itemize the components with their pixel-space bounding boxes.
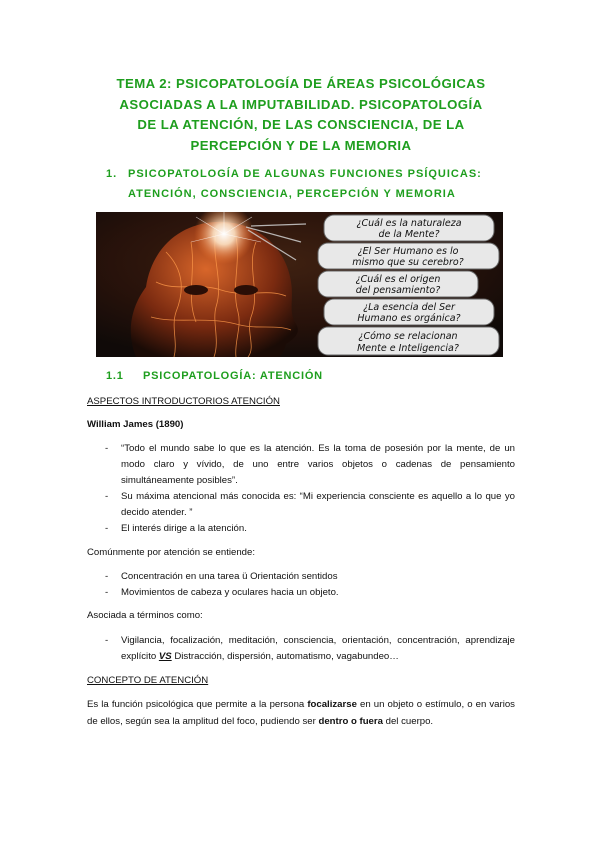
- william-james-label: William James (1890): [87, 419, 184, 430]
- aspectos-heading: ASPECTOS INTRODUCTORIOS ATENCIÓN: [87, 396, 280, 407]
- dash-bullet: -: [105, 523, 109, 534]
- list-item: [87, 585, 515, 601]
- bubble-2-line1: ¿El Ser Humano es lo: [357, 246, 459, 257]
- james-list: [87, 441, 515, 537]
- bubble-5-line2: Mente e Inteligencia?: [357, 343, 459, 354]
- bubble-4-line2: Humano es orgánica?: [357, 313, 461, 324]
- bubble-1-line1: ¿Cuál es la naturaleza: [356, 218, 462, 229]
- paragraph-text: en un objeto o estímulo, o en varios de ellos, según sea la amplitud del foco, pudiendo ser: [87, 699, 515, 727]
- illustration-svg: [96, 212, 503, 357]
- bubble-5-line1: ¿Cómo se relacionan: [358, 331, 458, 342]
- title-line: DE LA ATENCIÓN, DE LAS CONSCIENCIA, DE LA: [137, 117, 465, 132]
- document-title: [70, 74, 532, 156]
- concepto-heading: CONCEPTO DE ATENCIÓN: [87, 675, 209, 686]
- dash-bullet: -: [105, 443, 109, 454]
- section-1-heading: [106, 164, 482, 204]
- section-title-line2: ATENCIÓN, CONSCIENCIA, PERCEPCIÓN Y MEMORIA: [128, 188, 456, 200]
- terminos-list: [87, 633, 515, 665]
- dash-bullet: -: [105, 635, 109, 646]
- list-item-text: El interés dirige a la atención.: [121, 523, 247, 534]
- list-item-text: “Todo el mundo sabe lo que es la atención. Es la toma de posesión por la mente, de un modo claro y vívido, de uno entre varios objetos o cadenas de pensamiento simultáneamente posibles”.: [121, 443, 515, 486]
- paragraph-bold: dentro o fuera: [318, 715, 383, 727]
- vs-label: VS: [158, 651, 172, 662]
- list-item: [87, 633, 515, 665]
- subsection-title: PSICOPATOLOGÍA: ATENCIÓN: [143, 370, 323, 382]
- paragraph-text: del cuerpo.: [382, 715, 434, 727]
- bubble-2-line2: mismo que su cerebro?: [352, 257, 464, 268]
- asociada-text: Asociada a términos como:: [87, 610, 203, 621]
- section-1-1-heading: [106, 370, 323, 382]
- section-number: 1.: [106, 168, 118, 180]
- dash-bullet: -: [105, 587, 109, 598]
- dash-bullet: -: [105, 571, 109, 582]
- dash-bullet: -: [105, 491, 109, 502]
- mind-questions-illustration: [96, 212, 503, 357]
- list-item-text: Concentración en una tarea ü Orientación sentidos: [121, 571, 338, 582]
- section-title-line1: PSICOPATOLOGÍA DE ALGUNAS FUNCIONES PSÍQUICAS:: [128, 168, 482, 180]
- bubble-1-line2: de la Mente?: [378, 229, 440, 240]
- paragraph-bold: focalizarse: [307, 699, 357, 710]
- bubble-3-line1: ¿Cuál es el origen: [355, 274, 441, 285]
- terms-text-after: Distracción, dispersión, automatismo, vagabundeo…: [171, 651, 399, 662]
- list-item: [87, 569, 515, 585]
- paragraph-text: Es la función psicológica que permite a la persona: [87, 699, 308, 710]
- subsection-number: 1.1: [106, 370, 124, 382]
- list-item-text: Su máxima atencional más conocida es: “Mi experiencia consciente es aquello a lo que yo decido atender. ”: [121, 491, 515, 518]
- list-item: [87, 521, 515, 537]
- list-item: [87, 489, 515, 521]
- title-line: TEMA 2: PSICOPATOLOGÍA DE ÁREAS PSICOLÓGICAS: [116, 76, 486, 91]
- list-item: [87, 441, 515, 489]
- title-line: PERCEPCIÓN Y DE LA MEMORIA: [190, 137, 412, 153]
- list-item-text: Movimientos de cabeza y oculares hacia un objeto.: [121, 587, 339, 598]
- terms-text: Vigilancia, focalización, meditación, consciencia, orientación, concentración, aprendizaje explícito: [121, 635, 515, 662]
- comun-text: Comúnmente por atención se entiende:: [87, 547, 255, 558]
- atencion-list: [87, 569, 515, 601]
- concepto-paragraph: [87, 697, 515, 730]
- bubble-4-line1: ¿La esencia del Ser: [363, 302, 455, 313]
- bubble-3-line2: del pensamiento?: [355, 285, 441, 296]
- title-line: ASOCIADAS A LA IMPUTABILIDAD. PSICOPATOLOGÍA: [119, 96, 483, 112]
